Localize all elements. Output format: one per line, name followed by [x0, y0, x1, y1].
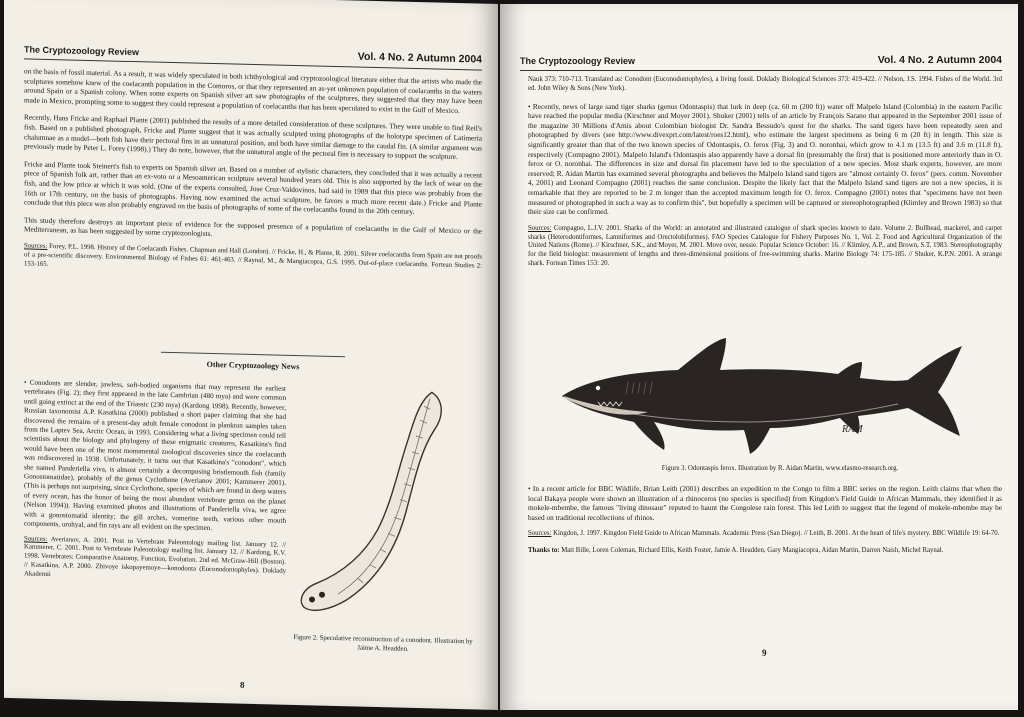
shark-illustration	[558, 332, 968, 456]
right-lower-body	[528, 484, 1002, 564]
conodont-sources	[24, 535, 286, 585]
conodont-column	[24, 378, 286, 585]
right-header-issue: Vol. 4 No. 2 Autumn 2004	[877, 54, 1002, 66]
left-header-title: The Cryptozoology Review	[24, 44, 140, 58]
left-header	[24, 34, 482, 70]
right-article-body	[528, 76, 1002, 277]
right-page-number: 9	[762, 648, 767, 658]
conodont-paragraph: • Conodonts are slender, jawless, soft-bodied organisms that may represent the earliest vertebrates (Fig. 2); they first appeared in the late Cambrian (480 mya) and were common until going extinct at the end of the Triassic (230 mya) (Kardong 1998). Recently, however, Russian taxonomist A.P. Kasatkina (2000) published a short paper claiming that she had discovered the remains of a present-day adult female conodont in plankton samples taken from the Laptev Sea, Arctic Ocean, in 1993. Considering what a living specimen could tell scientists about the biology and phylogeny of these enigmatic creatures, Kasatkina's find would have been one of the most monumental zoological discoveries since the coelacanth was rediscovered in 1938. Unfortunately, it turns out that Kasatkina's "conodont", which she named Panderiella viva, is almost certainly a decomposing bristlemouth fish (family Gonostomatidae), probably of the genus Cyclothone (Averianov 2001; Kammerer 2001). (This is perhaps not surprising, since Cyclothone, species of which are found in deep waters of every ocean, has the honor of being the most abundant vertebrate genus on the planet (Nelson 1994)). Having examined photos and illustrations of Panderiella viva, we agree with a gonostomatid identity; the gill arches, vomerine teeth, various other mouth components, urohyal, and fin rays are all evident on the specimen.	[24, 378, 286, 533]
thanks	[528, 547, 1002, 556]
rhino-sources-label: Sources:	[528, 530, 552, 538]
rhino-paragraph: • In a recent article for BBC Wildlife, Brian Leith (2001) describes an expedition to the Congo to film a BBC series on the region. Leith claims that when the local Bakaya people were shown an illustration of a rhinoceros (no species is specified) from Kingdon's Field Guide to African Mammals, they identified it as mokele-mbembe, the famous "living dinosaur" reputed to haunt the Congolese rain forest. This led Leith to suggest that the legend of mokele-mbembe may be based on traditional recollections of rhinos.	[528, 484, 1002, 522]
figure3-signature: RAM	[842, 424, 863, 435]
section-heading	[24, 348, 482, 375]
left-header-issue: Vol. 4 No. 2 Autumn 2004	[357, 50, 482, 66]
left-sources	[24, 242, 482, 280]
shark-body	[562, 338, 962, 454]
conodont-sources-text: Averianov, A. 2001. Post to Vertebrate Paleontology mailing list. January 12. // Kammerer, C. 2001. Post to Vertebrate Paleontology mailing list. January 12. // Kardong, K.V. 1998. Vertebrates: Comparative Anatomy, Function, Evolution. 2nd ed. McGraw-Hill (Boston). // Kasatkina, A.P. 2000. Zhivoye iskopayemoye—konodonta (Euconodontophyles). Doklady Akademii	[24, 535, 286, 578]
left-paragraph-4: This study therefore destroys an important piece of evidence for the supposed presence of a population of coelacanths in the Gulf of Mexico or the Mediterranean, as has been suggested by some cryptozoologists.	[24, 215, 482, 239]
rhino-sources-text: Kingdon, J. 1997. Kingdon Field Guide to African Mammals. Academic Press (San Diego). // Leith, B. 2001. At the heart of life's mystery. BBC Wildlife 19: 64-70.	[553, 530, 1000, 538]
left-paragraph-1: on the basis of fossil material. As a result, it was widely speculated in both ichthyological and cryptozoological literature either that the artists who made the sculptures somehow knew of the coelacanth population in the Comoros, or that they represented an as-yet unknown population of coelacanths in the waters around Spain or a Spanish colony. When some experts on Spanish silver art saw photographs of the sculptures, they suggested that they may have been made in Mexico, prompting some to suggest they could represent a population of coelacanths that has been speculated to exist in the Gulf of Mexico.	[24, 66, 482, 115]
right-page	[500, 4, 1018, 710]
section-divider	[161, 352, 344, 357]
thanks-label: Thanks to:	[528, 547, 560, 555]
left-sources-text: Forey, P.L. 1998. History of the Coelacanth Fishes. Chapman and Hall (London). // Fricke, H., & Plante, R. 2001. Silver coelacanths from Spain are not proofs of a pre-scientific discovery. Environmental Biology of Fishes 61: 461-463. // Raynal, M., & Mangiacopra, G.S. 1995. Out-of-place coelacanths. Fortean Studies 2: 153-165.	[24, 242, 482, 270]
left-paragraph-2: Recently, Hans Fricke and Raphael Plante (2001) published the results of a more detailed consideration of these sculptures. They were unable to find Reil's fish. Based on a published photograph, Fricke and Plante suggest that it was actually sculpted using photographs of the holotype specimen of Latimeria chalumnae as a model—both fish have their pectoral fins in an unnatural position, and both have similar damage to the caudal fin. (A similar argument was previously made by Peter L. Forey (1998).) They do note, however, that the unnatural angle of the pectoral fins is necessary to support the sculpture.	[24, 112, 482, 162]
rhino-sources	[528, 530, 1002, 539]
left-paragraph-3: Fricke and Plante took Steinert's fish to experts on Spanish silver art. Based on a number of stylistic characters, they concluded that it was actually a recent piece of Spanish folk art, rather than an ex-voto or a Mesoamerican sculpture several hundred years old. This is also supported by the lack of wear on the fish, and the low price at which it was sold. (One of the experts consulted, Jose Cruz-Valdovinos, had said in 1989 that this piece was probably from the 16th or 17th century, on the basis of photographs. Having now examined the actual sculpture, he favors a much more recent date.) Fricke and Plante conclude that this piece was also probably engraved on the basis of photographs of some of the coelacanths found in the 20th century.	[24, 159, 482, 217]
left-page-number: 8	[240, 679, 245, 690]
left-page	[4, 0, 498, 710]
shark-eye	[596, 386, 600, 390]
thanks-text: Matt Bille, Loren Coleman, Richard Ellis, Keith Foster, Jamie A. Headden, Gary Mangiacopra, Aidan Martin, Darren Naish, Michel Raynal.	[561, 547, 944, 555]
left-article-body	[24, 66, 482, 287]
section-title: Other Cryptozoology News	[206, 359, 300, 372]
shark-sources-label: Sources:	[528, 224, 552, 232]
figure3-caption: Figure 3. Odontaspis ferox. Illustration by R. Aidan Martin, www.elasmo-research.org.	[661, 465, 899, 472]
shark-sources-text: Compagno, L.J.V. 2001. Sharks of the World: an annotated and illustrated catalogue of shark species known to date. Volume 2. Bullhead, mackerel, and carpet sharks (Heterodontiformes, Lamniformes and Orectolobiformes). FAO Species Catalogue for Fishery Purposes No. 1, Vol. 2. Food and Agricultural Organization of the United Nations (Rome). // Kirschner, S.K., and Moyer, M. 2001. Move over, nessie. Popular Science October: 16. // Klimley, A.P., and Brown, S.T. 1983. Stereophotography for the field biologist: measurement of lengths and three-dimensional positions of free-swimming sharks. Marine Biology 74: 175-185. // Shuker, K.P.N. 2001. A strange shark. Fortean Times 153: 20.	[528, 224, 1002, 267]
left-sources-label: Sources:	[24, 242, 48, 250]
conodont-sources-label: Sources:	[24, 534, 48, 543]
conodont-illustration	[294, 383, 464, 627]
right-top-sources: Nauk 373: 710-713. Translated as: Conodont (Euconodontophyles), a living fossil. Doklady Biological Sciences 373: 419-422. // Nelson, J.S. 1994. Fishes of the World. 3rd ed. John Wiley & Sons (New York).	[528, 76, 1002, 92]
shark-paragraph: • Recently, news of large sand tiger sharks (genus Odontaspis) that lurk in deep (ca. 60 m (200 ft)) water off Malpelo Island (Colombia) in the eastern Pacific have reached the popular media (Kirschner and Moyer 2001). Shuker (2001) tells of an article by François Sarano that appeared in the September 2001 issue of the magazine 30 Millions d'Amis about Colombian biologist Dr. Sandra Bessudo's quest for the sharks. The sand tigers have been repeatedly seen and photographed by divers (see http://www.divexprt.com/latest/roes12.html), who estimate the largest specimens as being 6 m (20 ft) in length. This size is significantly greater than that of the two known species of Odontaspis, O. ferox (Fig. 3) and O. noronhai, which grow to 4.1 m (13.5 ft) and 3.6 m (11.8 ft), respectively (Compagno 2001). Malpelo Island's Odontaspis also apparently have a dorsal fin (presumably the first) that is positioned more anteriorly than in O. ferox or O. noronhai. The differences in size and dorsal fin placement have led to the speculation of a new species. Most shark experts, however, are more reserved; R. Aidan Martin has examined several photographs and believes the Malpelo Island sand tigers are "almost certainly O. ferox" (pers. comm. November 4, 2001) and Leonard Compagno (2001) reaches the same conclusion. Despite the likely fact that the Malpelo Island sand tigers are not a new species, it is remarkable that they are reported to be 2 m longer than the accepted maximum length for O. ferox. Compagno (2001) notes that "specimens have not been measured or photographed in such a way as to confirm this", but hopefully a specimen will be captured or stereophotographed (Klimley and Brown 1983) so that their size can be confirmed.	[528, 101, 1002, 217]
right-header-title: The Cryptozoology Review	[520, 56, 636, 66]
shark-sources	[528, 225, 1002, 269]
right-header	[520, 46, 1002, 71]
conodont-body	[301, 389, 441, 613]
figure2-caption: Figure 2. Speculative reconstruction of a conodont. Illustration by Jaime A. Headden.	[293, 633, 473, 653]
